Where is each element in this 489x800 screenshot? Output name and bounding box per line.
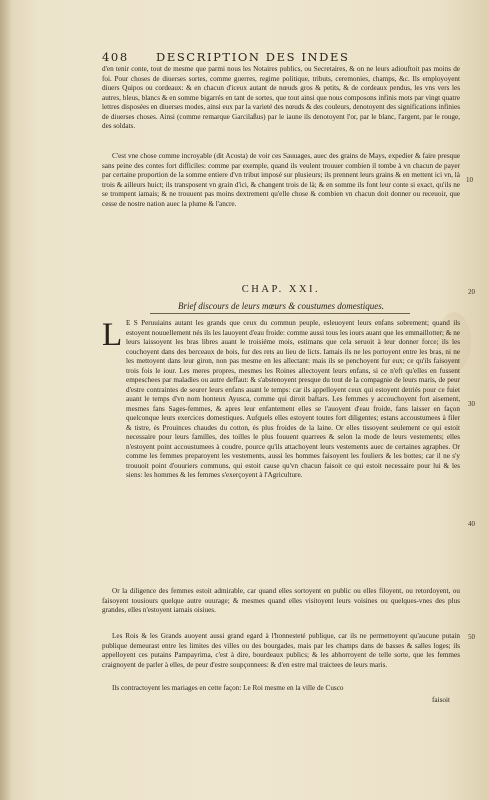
margin-number-20: 20: [468, 288, 475, 296]
paragraph-public-honesty: [102, 632, 460, 680]
margin-number-40: 40: [468, 520, 475, 528]
page-number: 408: [102, 50, 129, 64]
paragraph-text: C'est vne chose comme incroyable (dit Acosta) de voir ces Sauuages, auec des grains de Mays, expedier & faire presque sans peine des contes fort difficiles: comme par exemple, quand ils veulent trouuer combien il tombe à vn chacun de payer par certaine proportion de la somme entiere d'vn tribut imposé sur plusieurs; ils prennent leurs grains & en mettent ici vn, là trois & ailleurs huict; ils transposent vn grain d'ici, & changent trois de là; & en somme ils font leur conte si exact, qu'ils ne se trompent iamais; & ne trouuent pas moins dextrement qu'elle chose & combien vn chacun doit donner ou receuoir, que cesse de nostre nation auec la plume & l'ancre.: [102, 152, 460, 208]
paragraph-acosta: [102, 152, 460, 270]
paragraph-marriages: [102, 684, 460, 704]
paragraph-text: Les Rois & les Grands auoyent aussi grand egard à l'honnesteté publique, car ils ne permettoyent qu'aucune putain publique demeurast entre les limites des villes ou des bourgades, mais par les champs dans de basses & salles loges; ils appelloyent ces putains Pampayrima, c'est à dire, bourdeaux publics; & les abhorroyent de telle sorte, que les femmes craignoyent de parler à elles, de peur d'estre soupçonnees: & d'en estre mal traictees de leurs maris.: [102, 632, 460, 669]
paragraph-peruvians: [102, 319, 460, 585]
paragraph-text: Ils contractoyent les mariages en cette façon: Le Roi mesme en la ville de Cusco: [112, 684, 344, 692]
paragraph-text: d'en tenir conte, tout de mesme que parmi nous les Notaires publics, ou Secretaires, & on ne leurs adiouftoit pas moins de foi. Pour choses de diuerses sortes, comme guerres, regime politique, tributs, ceremonies, champs, &c. Ils employoyent diuers Quipos ou cordeaux: & en chacun d'iceux autant de nœuds gros & petits, & de cordeaux pendus, les vns vers les autres, bleus, blancs & en somme bigarrés en tant de sortes, que tout ainsi que nous composons infinis mots par vingt quatre lettres disposées en diuerses modes, ainsi eux par la varieté des nœuds & des couleurs, denotoyent des significations infinies de diuerses choses. Ainsi (comme remarque Garcilaßus) par le iaune ils denotoyent l'or, par le blanc, l'argent, par le rouge, des soldats.: [102, 65, 460, 130]
margin-number-50: 50: [468, 633, 475, 641]
margin-number-30: 30: [468, 400, 475, 408]
running-header: [102, 50, 460, 64]
chapter-heading: CHAP. XXI.: [241, 284, 321, 295]
page-gutter-shadow: [0, 0, 12, 800]
drop-cap: L: [102, 317, 123, 353]
paragraph-text: E S Peruuiains autant les grands que ceux du commun peuple, esleuoyent leurs enfans sobrement; quand ils estoyent nouuellement nés ils les lauoyent d'eau froide: comme aussi tous les iours auant que les emmaillotter; & ne leurs laissoyent les bras libres auant le troisiéme mois, estimans que cela seruoit à leur donner force; ils les couchoyent dans des berceaux de bois, fur des rets au lieu de licts. Iamais ils ne les portoyent entre les bras, ni ne les mettoyent dans leur giron, non pas mesme en les allectant: mais ils se penchoyent fur eux; ce qu'ils faisoyent trois fois le iour. Les meres propres, mesmes les Roines allectoyent leurs enfans, si ce n'eft qu'elles en fussent empeschees par maladies ou autre deffaut: & s'abstenoyent presque du tout de la compagnie de leurs maris, de peur d'estre contraintes de seurer leurs enfans auant le temps: car ils appelloyent ceux qui estoyent detriés pour ce fuiet auant le temps d'vn nom honteux Ayusca, comme qui diroit baftars. Les femmes y accouchoyent fort aisement, mesmes fans Sages-femmes, & apres leur enfantement elles se l'auoyent d'eau froide, fans laisser en façon quelconque leurs exercices domestiques. Aufquels elles estoyent toutes fort diligentes; estans accoustumees à filer & tistre, ės Prouinces chaudes du cotton, ės plus froides de la laine. Or elles tissoyent seulement ce qui estoit necessaire pour leurs familles, des toilles le plus fouuent quarrees & selon la mode de leurs vestements; elles n'estoyent point accoustumees à coudre, pource qu'ils attachoyent leurs vestements auec de certaines agraphes. Or comme les femmes preparoyent les vestements, aussi les hommes faisoyent les fouliers & les bottes; car il ne s'y trouuoit point d'ouuriers communs, qui estoit cause qu'vn chacun faisoit ce qui estoit necessaire pour lui & les siens: les hommes & les femmes s'exerçoyent à l'Agriculture.: [126, 319, 460, 479]
catchword: faisoit: [432, 696, 450, 704]
paragraph-quipos: [102, 65, 460, 151]
subtitle-rule: [150, 313, 410, 314]
running-title: DESCRIPTION DES INDES: [156, 50, 350, 64]
margin-number-10: 10: [466, 176, 473, 184]
paragraph-women-diligence: [102, 587, 460, 629]
chapter-subtitle: Brief discours de leurs mœurs & coustumes domestiques.: [178, 301, 384, 311]
paragraph-text: Or la diligence des femmes estoit admirable, car quand elles sortoyent en public ou elles filoyent, ou retordoyent, ou faisoyent tousiours quelque autre ouurage; & mesmes quand elles visitoyent leurs voisines ou quelques-vnes des plus grandes, elles n'estoyent iamais oisiues.: [102, 587, 460, 614]
